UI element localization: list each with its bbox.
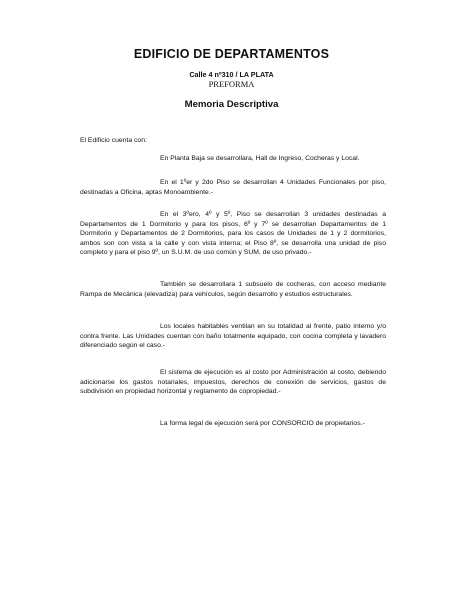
paragraph-first-floors: En el 1ºer y 2do Piso se desarrollan 4 Unidades Funcionales por piso, destinadas a Oficina, aptas Monoambiente.- xyxy=(80,179,386,196)
document-title: EDIFICIO DE DEPARTAMENTOS xyxy=(133,47,330,61)
intro-text: El Edificio cuenta con: xyxy=(80,137,147,144)
paragraph-basement: También se desarrollara 1 subsuelo de cocheras, con acceso mediante Rampa de Mecánica (elevadiza) para vehículos, según desarrollo y estudios estructurales. xyxy=(80,281,386,298)
paragraph-legal-form: La forma legal de ejecución será por CONSORCIO de propietarios.- xyxy=(160,420,365,427)
paragraph-ground-floor: En Planta Baja se desarrollara, Hall de Ingreso, Cocheras y Local. xyxy=(160,155,360,162)
document-address: Calle 4 nº310 / LA PLATA xyxy=(189,70,274,79)
paragraph-upper-floors: En el 3ºero, 4º y 5º, Piso se desarrollan 3 unidades destinadas a Departamentos de 1 Dormitorio y para los pisos, 6º y 7º se desarrollan Departamentos de 1 Dormitorio y Departamentos de 2 Dormitorios, para los casos de Unidades de 1 y 2 dormitorios, ambos son con vista a la calle y con vista interna; el Piso 8º, se desarrolla una unidad de piso completo y para el piso 9º, un S.U.M. de uso común y SUM, de uso privado.- xyxy=(80,211,386,256)
preforma-stamp: PREFORMA xyxy=(208,79,255,89)
paragraph-ventilation: Los locales habitables ventilan en su totalidad al frente, patio interno y/o contra frente. Las Unidades cuentan con baño totalmente equipado, con cocina completa y lavadero diferenciado según el caso.- xyxy=(80,323,386,349)
document-subtitle: Memoria Descriptiva xyxy=(184,99,279,110)
paragraph-execution-system: El sistema de ejecución es al costo por Administración al costo, debiendo adicionarse los gastos notariales, impuestos, derechos de conexión de servicios, gastos de subdivisión en propiedad horizontal y reglamento de copropiedad.- xyxy=(80,369,386,395)
